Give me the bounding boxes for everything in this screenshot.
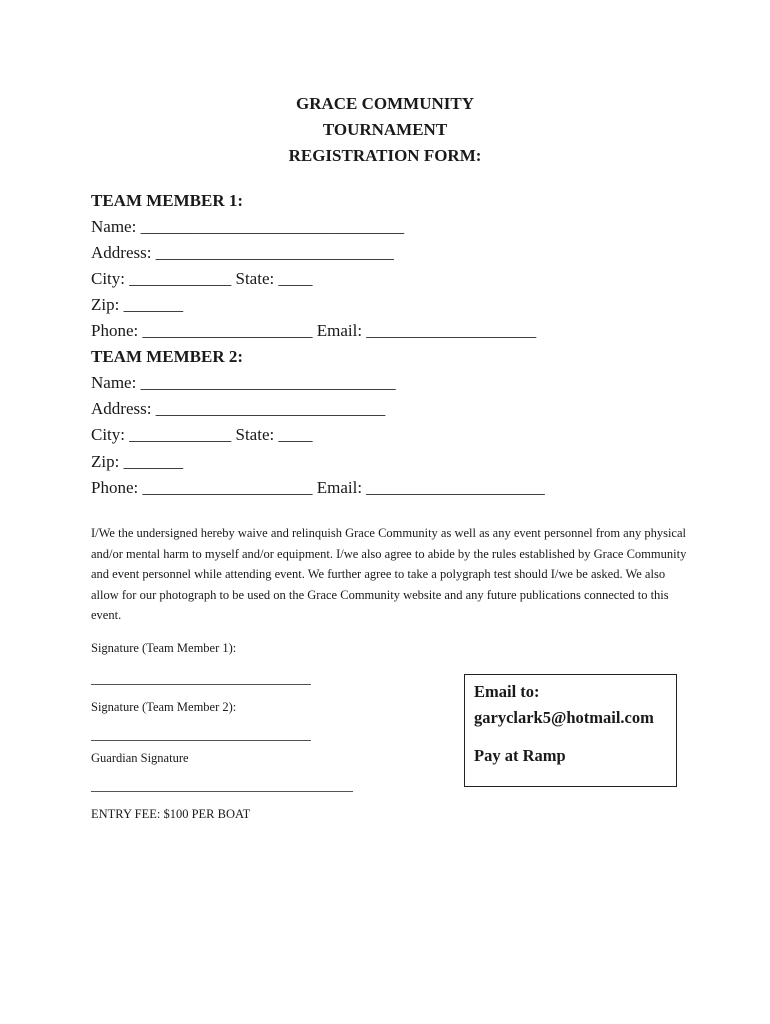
team1-name-field[interactable]: Name: _______________________________ (91, 217, 405, 236)
contact-email[interactable]: garyclark5@hotmail.com (474, 708, 654, 727)
pay-at-ramp-text: Pay at Ramp (474, 746, 566, 765)
signature-member-1-label: Signature (Team Member 1): (91, 641, 237, 655)
email-to-label: Email to: (474, 682, 540, 701)
team2-city-state-field[interactable]: City: ____________ State: ____ (91, 425, 313, 444)
contact-box (464, 674, 677, 787)
waiver-paragraph: I/We the undersigned hereby waive and relinquish Grace Community as well as any event personnel from any physical and/or mental harm to myself and/or equipment. I/we also agree to abide by the rules established by Grace Community and event personnel while attending event. We further agree to take a polygraph test should I/we be asked. We also allow for our photograph to be used on the Grace Community website and any future publications connected to this event. (91, 526, 687, 622)
team1-city-state-field[interactable]: City: ____________ State: ____ (91, 269, 313, 288)
team2-zip-field[interactable]: Zip: _______ (91, 452, 184, 471)
signature-member-2-line[interactable] (91, 740, 311, 741)
signature-member-1-line[interactable] (91, 684, 311, 685)
entry-fee-text: ENTRY FEE: $100 PER BOAT (91, 807, 251, 821)
signature-member-2-label: Signature (Team Member 2): (91, 700, 237, 714)
team1-zip-field[interactable]: Zip: _______ (91, 295, 184, 314)
team-member-2-heading: TEAM MEMBER 2: (91, 347, 244, 366)
title-line-2: TOURNAMENT (322, 120, 448, 139)
team2-phone-email-field[interactable]: Phone: ____________________ Email: _____________________ (91, 478, 545, 497)
guardian-signature-line[interactable] (91, 791, 353, 792)
team1-address-field[interactable]: Address: ____________________________ (91, 243, 394, 262)
team2-name-field[interactable]: Name: ______________________________ (91, 373, 396, 392)
guardian-signature-label: Guardian Signature (91, 751, 189, 765)
team1-phone-email-field[interactable]: Phone: ____________________ Email: ____________________ (91, 321, 537, 340)
team-member-1-heading: TEAM MEMBER 1: (91, 191, 244, 210)
title-line-1: GRACE COMMUNITY (295, 94, 475, 113)
team2-address-field[interactable]: Address: ___________________________ (91, 399, 386, 418)
title-line-3: REGISTRATION FORM: (288, 146, 482, 165)
